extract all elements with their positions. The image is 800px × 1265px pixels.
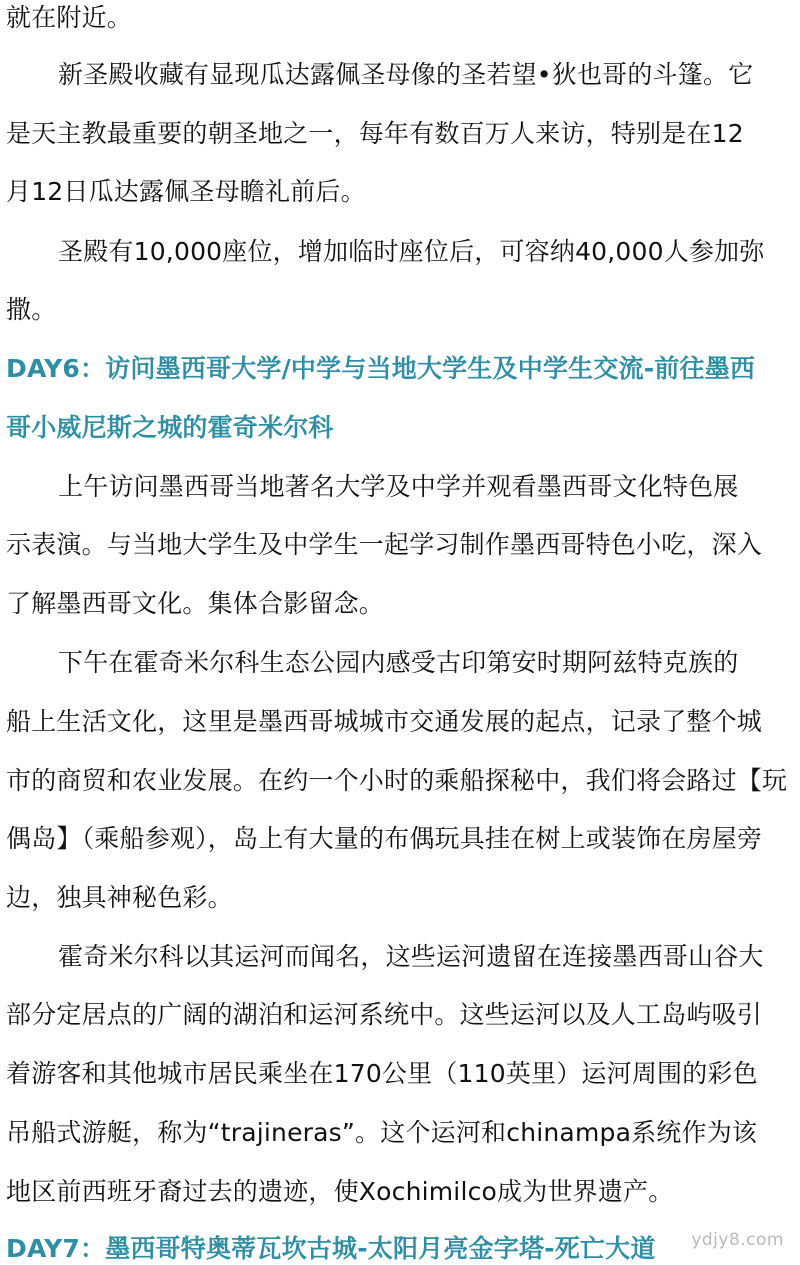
text-line: 边，独具神秘色彩。 bbox=[6, 883, 233, 912]
text-line: 示表演。与当地大学生及中学生一起学习制作墨西哥特色小吃，深入 bbox=[6, 530, 763, 559]
text-line: 了解墨西哥文化。集体合影留念。 bbox=[6, 589, 385, 618]
text-line: 下午在霍奇米尔科生态公园内感受古印第安时期阿兹特克族的 bbox=[58, 648, 739, 677]
text-line: 新圣殿收藏有显现瓜达露佩圣母像的圣若望•狄也哥的斗篷。它 bbox=[58, 60, 754, 89]
text-line: 上午访问墨西哥当地著名大学及中学并观看墨西哥文化特色展 bbox=[58, 472, 739, 501]
text-line: 霍奇米尔科以其运河而闻名，这些运河遗留在连接墨西哥山谷大 bbox=[58, 942, 764, 971]
text-line: 市的商贸和农业发展。在约一个小时的乘船探秘中，我们将会路过【玩 bbox=[6, 766, 788, 795]
text-line: 地区前西班牙裔过去的遗迹，使Xochimilco成为世界遗产。 bbox=[6, 1177, 674, 1206]
text-line: 船上生活文化，这里是墨西哥城城市交通发展的起点，记录了整个城 bbox=[6, 707, 763, 736]
section-heading-day7: DAY7：墨西哥特奥蒂瓦坎古城-太阳月亮金字塔-死亡大道 bbox=[6, 1234, 656, 1263]
text-line: 圣殿有10,000座位，增加临时座位后，可容纳40,000人参加弥 bbox=[58, 237, 765, 266]
watermark: ydjy8.com bbox=[691, 1230, 784, 1250]
section-heading-day6: 哥小威尼斯之城的霍奇米尔科 bbox=[6, 413, 334, 442]
text-line: 是天主教最重要的朝圣地之一，每年有数百万人来访，特别是在12 bbox=[6, 119, 744, 148]
text-line: 就在附近。 bbox=[6, 3, 133, 32]
text-line: 吊船式游艇，称为“trajineras”。这个运河和chinampa系统作为该 bbox=[6, 1118, 758, 1147]
text-line: 着游客和其他城市居民乘坐在170公里（110英里）运河周围的彩色 bbox=[6, 1059, 758, 1088]
text-line: 偶岛】（乘船参观），岛上有大量的布偶玩具挂在树上或装饰在房屋旁 bbox=[6, 824, 763, 853]
text-line: 部分定居点的广阔的湖泊和运河系统中。这些运河以及人工岛屿吸引 bbox=[6, 1000, 763, 1029]
text-line: 撒。 bbox=[6, 295, 57, 324]
text-line: 月12日瓜达露佩圣母瞻礼前后。 bbox=[6, 177, 366, 206]
section-heading-day6: DAY6：访问墨西哥大学/中学与当地大学生及中学生交流-前往墨西 bbox=[6, 354, 756, 383]
